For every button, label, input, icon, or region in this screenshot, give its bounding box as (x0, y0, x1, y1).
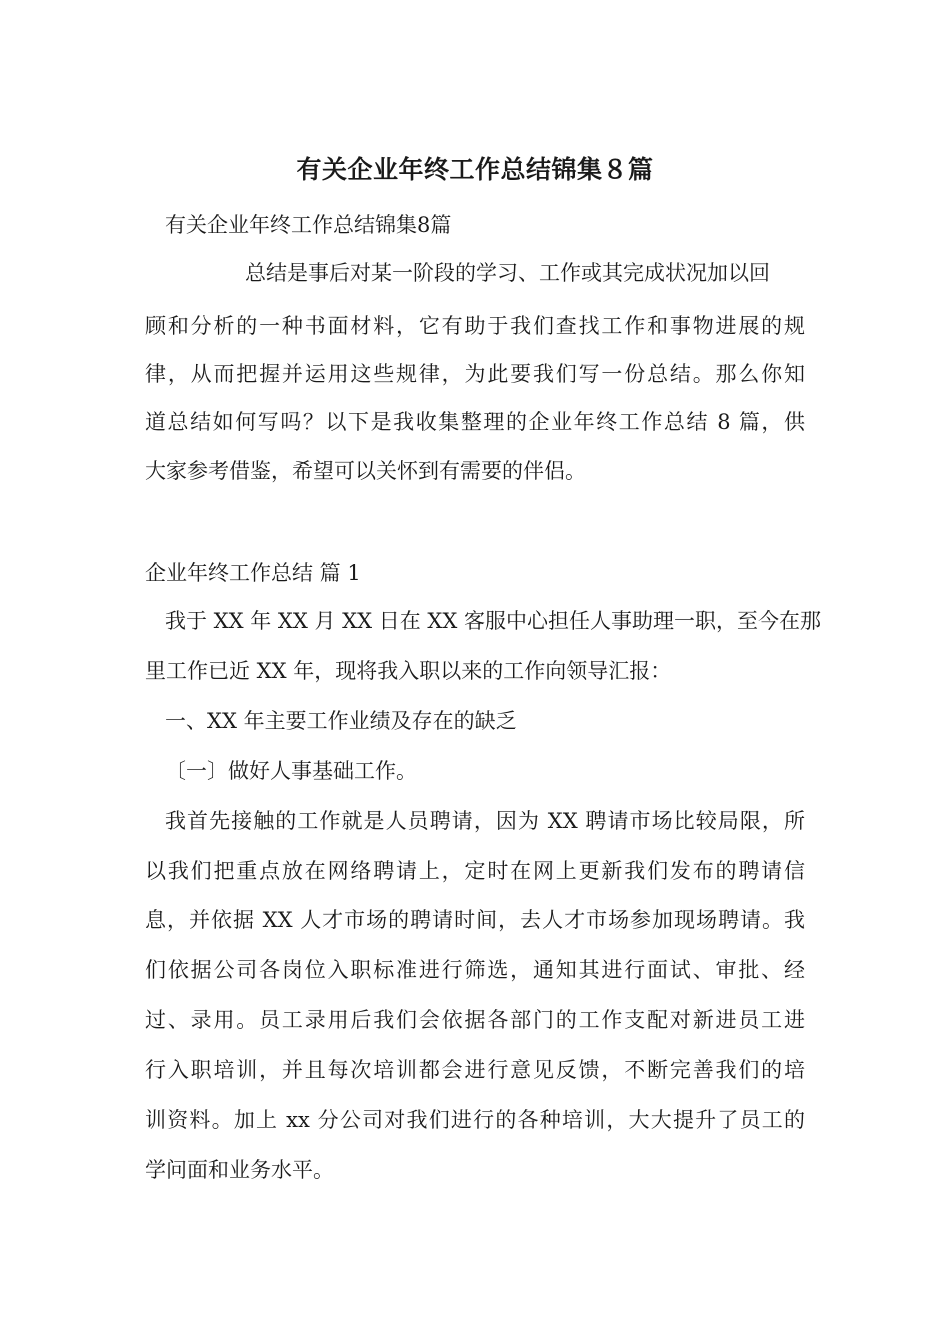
intro-line: 总结是事后对某一阶段的学习、工作或其完成状况加以回 (245, 261, 770, 285)
paragraph-line: 我于 XX 年 XX 月 XX 日在 XX 客服中心担任人事助理一职，至今在那 (165, 609, 822, 633)
heading-one: 一、XX 年主要工作业绩及存在的缺乏 (165, 709, 517, 733)
paragraph-line: 行入职培训，并且每次培训都会进行意见反馈，不断完善我们的培 (145, 1058, 805, 1082)
section-heading: 企业年终工作总结 篇 1 (145, 561, 361, 585)
document-subtitle: 有关企业年终工作总结锦集8篇 (165, 213, 452, 237)
paragraph-line: 训资料。加上 xx 分公司对我们进行的各种培训，大大提升了员工的 (145, 1108, 805, 1132)
document-title: 有关企业年终工作总结锦集８篇 (296, 155, 654, 184)
intro-line: 道总结如何写吗？以下是我收集整理的企业年终工作总结 8 篇，供 (145, 410, 805, 434)
paragraph-line: 里工作已近 XX 年，现将我入职以来的工作向领导汇报： (145, 659, 672, 683)
paragraph-line: 息，并依据 XX 人才市场的聘请时间，去人才市场参加现场聘请。我 (145, 908, 805, 932)
paragraph-line: 我首先接触的工作就是人员聘请，因为 XX 聘请市场比较局限，所 (165, 809, 805, 833)
paragraph-line: 学问面和业务水平。 (145, 1158, 334, 1182)
paragraph-line: 过、录用。员工录用后我们会依据各部门的工作支配对新进员工进 (145, 1008, 805, 1032)
intro-line: 律，从而把握并运用这些规律，为此要我们写一份总结。那么你知 (145, 362, 805, 386)
heading-sub: 〔一〕做好人事基础工作。 (165, 759, 417, 783)
intro-line: 顾和分析的一种书面材料，它有助于我们查找工作和事物进展的规 (145, 314, 805, 338)
intro-line: 大家参考借鉴，希望可以关怀到有需要的伴侣。 (145, 459, 586, 483)
paragraph-line: 们依据公司各岗位入职标准进行筛选，通知其进行面试、审批、经 (145, 958, 805, 982)
paragraph-line: 以我们把重点放在网络聘请上，定时在网上更新我们发布的聘请信 (145, 859, 805, 883)
